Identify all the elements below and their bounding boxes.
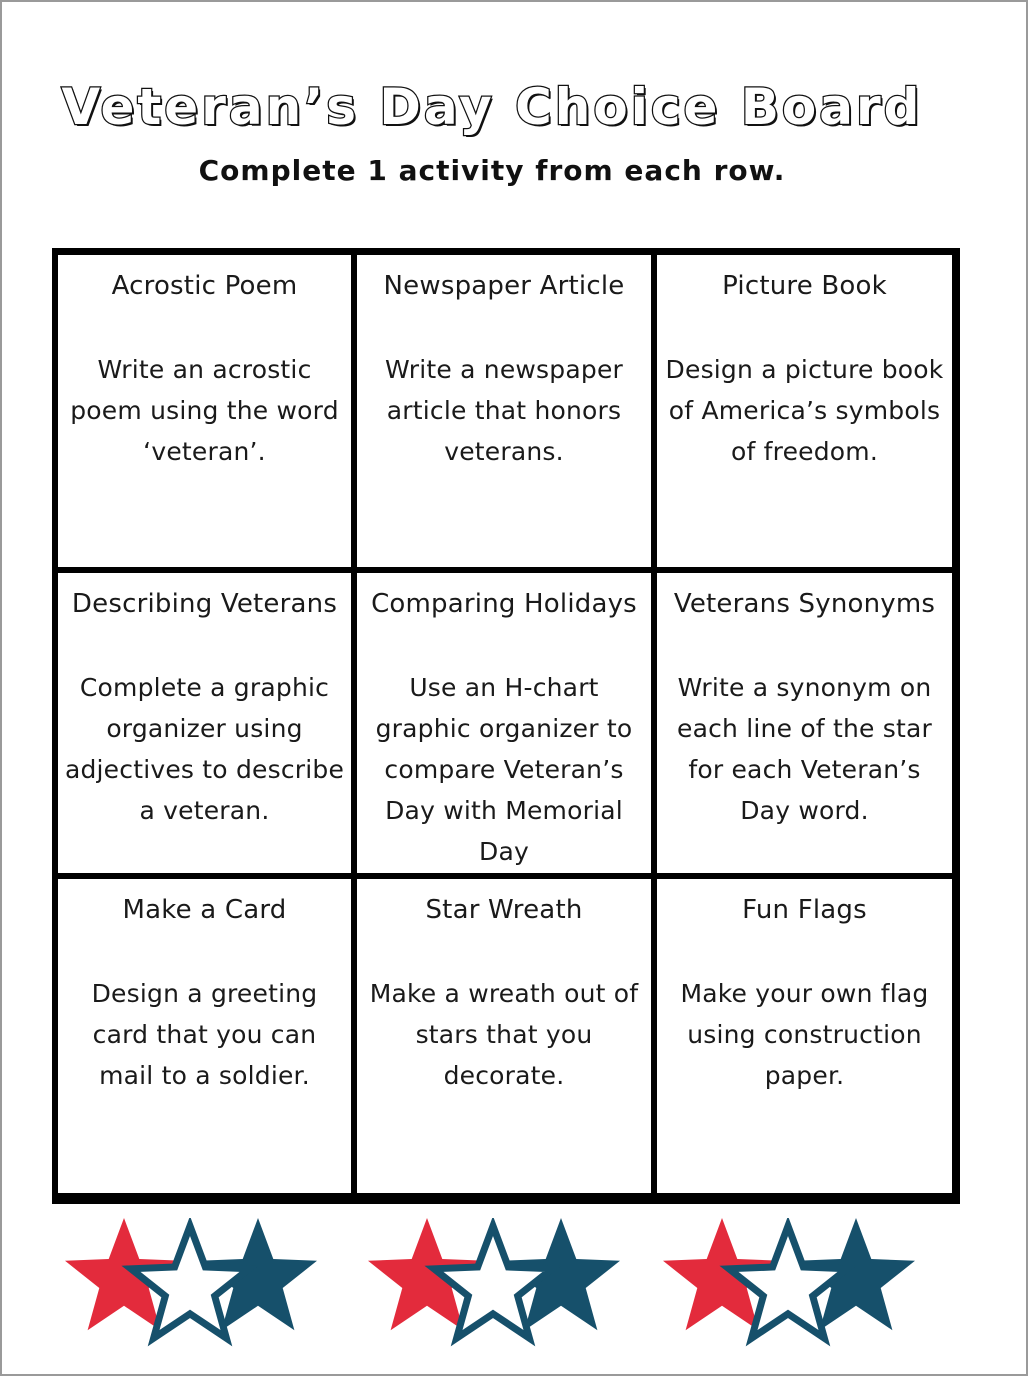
- star-group: [663, 1218, 915, 1338]
- cell-title: Star Wreath: [425, 895, 583, 925]
- cell-title: Picture Book: [722, 271, 887, 301]
- cell-title: Make a Card: [122, 895, 287, 925]
- cell-description: Write a newspaper article that honors veterans.: [384, 355, 624, 466]
- page-title: Veteran’s Day Choice Board: [61, 78, 923, 136]
- board-cell-acrostic-poem: [58, 255, 351, 567]
- cell-description: Make your own flag using construction paper.: [680, 979, 929, 1090]
- star-group: [65, 1218, 317, 1338]
- board-cell-star-wreath: [357, 879, 651, 1193]
- cell-title: Newspaper Article: [383, 271, 625, 301]
- cell-title: Comparing Holidays: [371, 589, 637, 619]
- cell-description: Use an H-chart graphic organizer to compare Veteran’s Day with Memorial Day: [375, 673, 633, 866]
- board-cell-comparing-holidays: [357, 573, 651, 873]
- cell-title: Veterans Synonyms: [673, 589, 936, 619]
- choice-board-grid: [52, 248, 960, 1204]
- cell-description: Make a wreath out of stars that you decorate.: [369, 979, 639, 1090]
- board-cell-describing-veterans: [58, 573, 351, 873]
- cell-description: Design a greeting card that you can mail to a soldier.: [91, 979, 318, 1090]
- cell-title: Acrostic Poem: [111, 271, 298, 301]
- cell-description: Write a synonym on each line of the star for each Veteran’s Day word.: [677, 673, 932, 825]
- cell-title: Fun Flags: [742, 895, 867, 925]
- board-cell-picture-book: [657, 255, 952, 567]
- cell-description: Complete a graphic organizer using adjectives to describe a veteran.: [64, 673, 345, 825]
- cell-title: Describing Veterans: [71, 589, 338, 619]
- page-subtitle: Complete 1 activity from each row.: [198, 154, 786, 187]
- star-decoration-row: [0, 1218, 1028, 1348]
- board-cell-newspaper-article: [357, 255, 651, 567]
- cell-description: Write an acrostic poem using the word ‘veteran’.: [70, 355, 339, 466]
- board-cell-make-a-card: [58, 879, 351, 1193]
- board-cell-veterans-synonyms: [657, 573, 952, 873]
- board-cell-fun-flags: [657, 879, 952, 1193]
- cell-description: Design a picture book of America’s symbols of freedom.: [665, 355, 944, 466]
- star-group: [368, 1218, 620, 1338]
